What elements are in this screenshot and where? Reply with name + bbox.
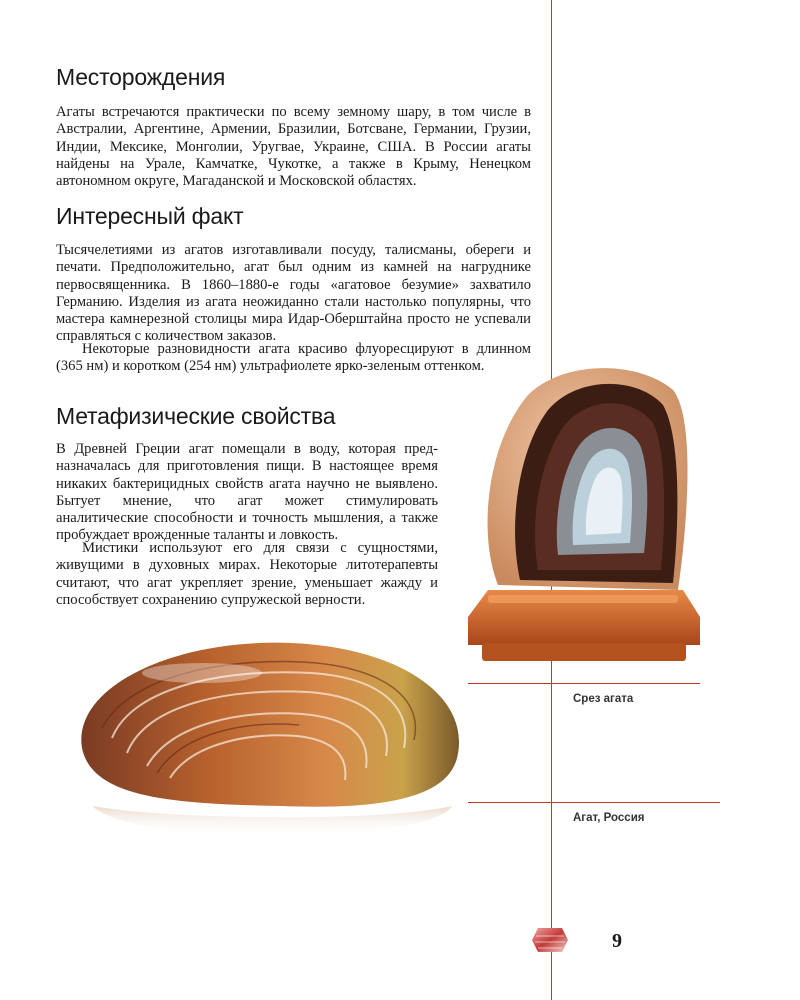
- heading-interesting-fact: Интересный факт: [56, 203, 244, 229]
- caption-geode: Срез агата: [573, 693, 634, 705]
- paragraph-metaphysical-2: Мистики используют его для связи с сущностями, живущими в духовных мирах. Некоторые литотерапевты считают, что агат укрепляет зрение, уменьшает жажду и способствует сохранению супружеской верности.: [56, 540, 438, 608]
- paragraph-deposits: Агаты встречаются практически по всему земному шару, в том числе в Австралии, Аргентине, Армении, Бразилии, Ботсване, Германии, Грузии, Индии, Мексике, Монголии, Уругвае, Украине, США. В России агаты найдены на Урале, Камчатке, Чукотке, а также в Крыму, Ненецком автономном округе, Магаданской и Московской областях.: [56, 104, 531, 190]
- agate-thumbnail-icon: [530, 924, 570, 956]
- banded-agate-stone-image: [52, 628, 472, 858]
- caption-stone: Агат, Россия: [573, 812, 645, 824]
- page-number: 9: [612, 930, 622, 952]
- caption-rule-stone: [468, 802, 720, 803]
- paragraph-metaphysical-1: В Древней Греции агат помещали в воду, которая предназначалась для приготовления пищи. В настоящее время никаких бактерицидных свойств агата научно не выявлено. Бытует мнение, что агат может стимулировать аналитические способности и точность мышления, а также пробуждает врожденные таланты и ловкость.: [56, 441, 438, 544]
- paragraph-fact-2: Некоторые разновидности агата красиво флуоресцируют в длинном (365 нм) и коротком (254 нм) ультрафиолете ярко-зеленым оттенком.: [56, 341, 531, 375]
- paragraph-fact-1: Тысячелетиями из агатов изготавливали посуду, талисманы, обереги и печати. Предположительно, агат был одним из камней на нагруднике первосвященника. В 1860–1880-е годы «агатовое безумие» захватило Германию. Изделия из агата неожиданно стали настолько популярны, что мастера камнерезной столицы мира Идар-Оберштайна просто не успевали справляться с количеством заказов.: [56, 242, 531, 345]
- caption-rule-geode: [468, 683, 700, 684]
- heading-metaphysical: Метафизические свойства: [56, 403, 336, 429]
- agate-geode-image: [468, 355, 700, 665]
- heading-deposits: Месторождения: [56, 64, 226, 90]
